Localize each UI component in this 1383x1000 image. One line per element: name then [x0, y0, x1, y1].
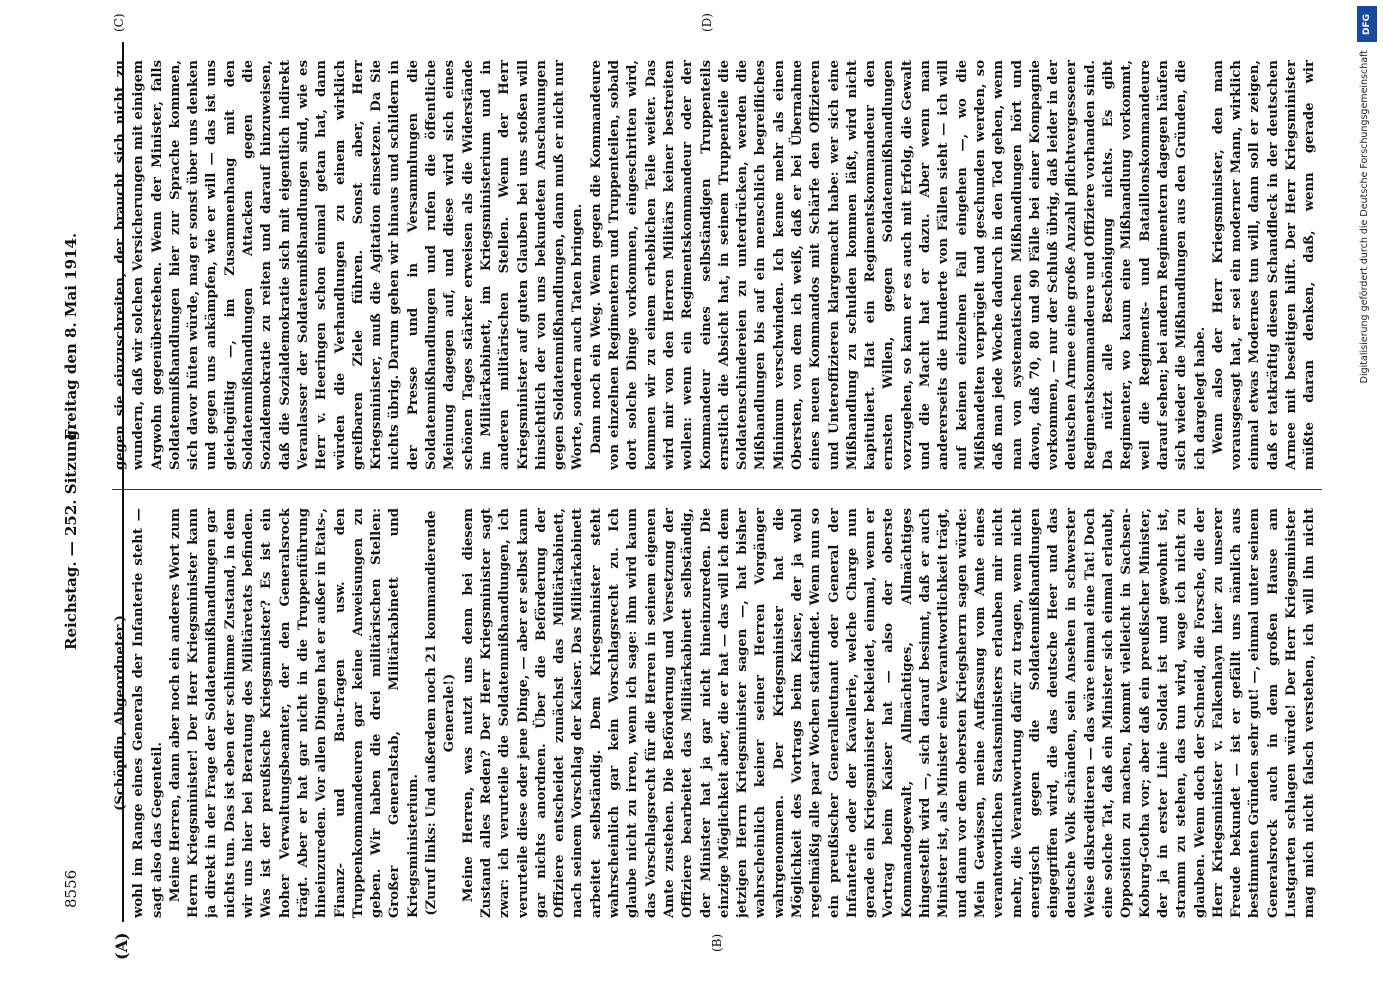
margin-mark-a: (A) [112, 932, 131, 960]
dfg-logo: DFG [1357, 6, 1377, 42]
paragraph: Wenn also der Herr Kriegsminister, den man vorausgesagt hat, er sei ein moderner Mann, wirklich einmal etwas Modernes tun will, dann soll er zeigen, daß er tatkräftig diesen Schandfleck in der deutschen Armee mit beseitigen hilft. Der Herr Kriegsminister müßte daran denken, daß, wenn gerade wir [1210, 60, 1318, 470]
page-number: 8556 [62, 869, 80, 908]
paragraph: Meine Herren, was nutzt uns denn bei diesem Zustand alles Reden? Der Herr Kriegsminister sagt zwar: ich verurteile die Soldatenmißhandlungen, ich verurteile diese oder jene Dinge, — aber er selbst kann gar nichts anordnen. Über die Beförderung der Offiziere entscheidet zunächst das Militärkabinett, nach seinem Vorschlag der Kaiser. Das Militärkabinett arbeitet selbständig. Dem Kriegsminister steht wahrscheinlich gar kein Vorschlagsrecht zu. Ich glaube nicht zu irren, wenn ich sage: ihm wird kaum das Vorschlagsrecht für die Herren in seinem eigenen Amte zustehen. Die Beförderung und Versetzung der Offiziere bearbeitet das Militärkabinett selbständig, der Minister hat ja gar nicht hineinzureden. Die einzige Möglichkeit aber, die er hat — das will ich dem jetzigen Herrn Kriegsminister sagen —, hat bisher wahrscheinlich keiner seiner Herren Vorgänger wahrgenommen. Der Kriegsminister hat die Möglichkeit des Vortrags beim Kaiser, der ja wohl regelmäßig alle paar Wochen stattfindet. Wenn nun so ein preußischer Generalleutnant oder General der Infanterie oder der Kavallerie, welche Charge nun gerade ein Kriegsminister bekleidet, einmal, wenn er Vortrag beim Kaiser hat — also der oberste Kommandogewalt, Allmächtiges, Allmächtiges hingestellt wird —, sich darauf besinnt, daß er auch Minister ist, als Minister eine Verantwortlichkeit trägt, und dann vor dem obersten Kriegsherrn sagen würde: Mein Gewissen, meine Auffassung vom Amte eines verantwortlichen Staatsministers erlauben mir nicht mehr, die Verantwortung dafür zu tragen, wenn nicht energisch gegen die Soldatenmißhandlungen eingegriffen wird, die das deutsche Heer und das deutsche Volk schänden, sein Ansehen in schwerster Weise diskreditieren — das wäre einmal eine Tat! Doch eine solche Tat, daß ein Minister sich einmal erlaubt, Opposition zu machen, kommt vielleicht in Sachsen-Koburg-Gotha vor; aber daß ein preußischer Minister, der ja in erster Linie Soldat ist und gewohnt ist, stramm zu stehen, das tun wird, wage ich nicht zu glauben. Wenn doch der Schneid, die Forsche, die der Herr Kriegsminister v. Falkenhayn hier zu unserer Freude bekundet — ist er gefällt uns nämlich aus bestimmten Gründen sehr gut! —, einmal unter seinem Generalsrock auch in dem großen Hause am Lustgarten schlagen würde! Der Herr Kriegsminister mag mich nicht falsch verstehen, ich will ihn nicht [460, 508, 1318, 918]
margin-mark-c: (C) [112, 13, 126, 32]
page-title: Reichstag. — 252. Sitzung. [62, 424, 80, 650]
margin-mark-d: (D) [700, 13, 714, 32]
digitization-note [1357, 6, 1379, 996]
page-header [42, 0, 102, 1000]
left-column [112, 508, 1322, 918]
speaker-line: (Schöpflin, Abgeordneter.) [113, 615, 128, 811]
interjection: (Zuruf links: Und außerdem noch 21 kommandierende Generale!) [424, 510, 458, 916]
paragraph: wohl im Range eines Generals der Infanterie steht — sagt also das Gegenteil. [131, 508, 165, 918]
margin-mark-b: (B) [710, 933, 724, 952]
paragraph: Dann noch ein Weg. Wenn gegen die Kommandeure von einzelnen Regimentern und Truppenteilen, sobald dort solche Dinge vorkommen, eingeschritten wird, kommen wir zu einem erheblichen Teile weiter. Das wird mir von den Herren Militärs keiner bestreiten wollen: wenn ein Regimentskommandeur oder der Kommandeur eines selbständigen Truppenteils ernstlich die Absicht hat, in seinem Truppenteile die Soldatenschindereien zu unterdrücken, werden die Mißhandlungen bis auf ein menschlich begreifliches Minimum verschwinden. Ich kenne mehr als einen Obersten, von dem ich weiß, daß er bei Übernahme eines neuen Kommandos mit Schärfe den Offizieren und Unteroffizieren klargemacht habe: wer sich eine Mißhandlung zu schulden kommen läßt, wird nicht kapituliert. Hat ein Regimentskommandeur den ernsten Willen, gegen Soldatenmißhandlungen vorzugehen, so kann er es auch mit Erfolg, die Gewalt und die Macht hat er dazu. Aber wenn man andererseits die Hunderte von Fällen sieht — ich will auf keinen einzelnen Fall eingehen —, wo die Mißhandelten verprügelt und geschunden werden, so daß man jede Woche dadurch in den Tod gehen, wenn man von systematischen Mißhandlungen hört und davon, daß 70, 80 und 90 Fälle bei einer Kompagnie vorkommen, — nur der Schluß übrig, daß leider in der deutschen Armee eine große Anzahl pflichtvergessener Regimentskommandeure und Offiziere vorhanden sind. Da nützt alle Beschönigung nichts. Es gibt Regimenter, wo kaum eine Mißhandlung vorkommt, weil die Regiments- und Bataillonskommandeure darauf sehen; bei andern Regimentern dagegen häufen sich wieder die Mißhandlungen aus den Gründen, die ich dargelegt habe. [588, 60, 1208, 470]
page-date: Freitag den 8. Mai 1914. [62, 232, 80, 440]
digitization-credit: Digitalisierung gefördert durch die Deutsche Forschungsgemeinschaft [1359, 50, 1370, 384]
paragraph: Meine Herren, dann aber noch ein anderes Wort zum Herrn Kriegsminister! Der Herr Kriegsminister kann ja direkt in der Frage der Soldatenmißhandlungen gar nichts tun. Das ist eben der schlimme Zustand, in dem wir uns hier bei Beratung des Militäretats befinden. Was ist der preußische Kriegsminister? Es ist ein hoher Verwaltungsbeamter, der den Generalsrock trägt. Aber er hat gar nicht in die Truppenführung hineinzureden. Vor allen Dingen hat er außer in Etats-, Finanz- und Bau-fragen usw. den Truppenkommandeuren gar keine Anweisungen zu geben. Wir haben die drei militärischen Stellen: Großer Generalstab, Militärkabinett und Kriegsministerium. [167, 508, 421, 918]
column-divider [112, 489, 1322, 490]
right-column [112, 60, 1322, 470]
paragraph: gegen sie einzuschreiten, der braucht sich nicht zu wundern, daß wir solchen Versicherungen mit einigem Argwohn gegenüberstehen. Wenn der Minister, falls Soldatenmißhandlungen hier zur Sprache kommen, sich davor hüten würde, mag er sonst über uns denken und gegen uns ankämpfen, wie er will — das ist uns gleichgültig —, im Zusammenhang mit den Soldatenmißhandlungen Attacken gegen die Sozialdemokratie zu reiten und darauf hinzuweisen, daß die Sozialdemokratie sich mit eigentlich indirekt Veranlasser der Soldatenmißhandlungen sind, wie es Herr v. Heeringen schon einmal getan hat, dann würden die Verhandlungen zu einem wirklich greifbaren Ziele führen. Sonst aber, Herr Kriegsminister, muß die Agitation einsetzen. Da Sie nichts übrig. Darum gehen wir hinaus und schildern in der Presse und in Versammlungen die Soldatenmißhandlungen und rufen die öffentliche Meinung dagegen auf, und diese wird sich eines schönen Tages stärker erweisen als die Widerstände im Militärkabinett, im Kriegsministerium und in anderen militärischen Stellen. Wenn der Herr Kriegsminister auf guten Glauben bei uns stoßen will hinsichtlich der von uns bekundeten Anschauungen gegen Soldatenmißhandlungen, dann muß er nicht nur Worte, sondern auch Taten bringen. [113, 60, 586, 470]
